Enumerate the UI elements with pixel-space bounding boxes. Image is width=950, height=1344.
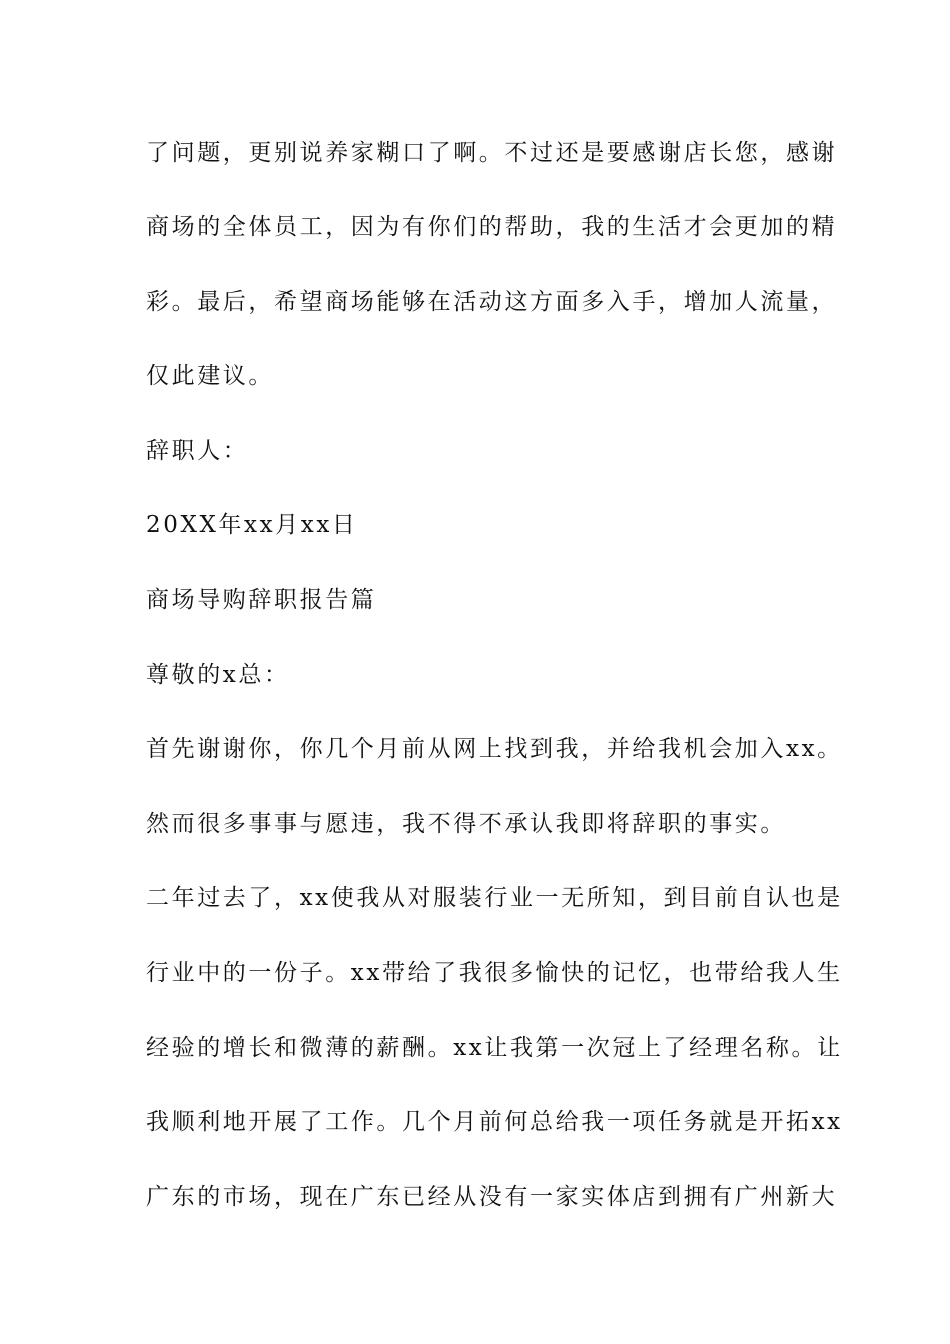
body-text-line: 然而很多事事与愿违，我不得不承认我即将辞职的事实。 bbox=[146, 811, 786, 837]
body-text-line: 经验的增长和微薄的薪酬。xx让我第一次冠上了经理名称。让 bbox=[146, 1035, 843, 1061]
body-text-line: 了问题，更别说养家糊口了啊。不过还是要感谢店长您，感谢 bbox=[146, 140, 838, 166]
body-text-line: 仅此建议。 bbox=[146, 363, 274, 389]
signature-label: 辞职人： bbox=[146, 438, 249, 464]
body-text-line: 二年过去了，xx使我从对服装行业一无所知，到目前自认也是 bbox=[146, 885, 843, 911]
body-text-line: 商场的全体员工，因为有你们的帮助，我的生活才会更加的精 bbox=[146, 214, 838, 240]
date-line: 20XX年xx月xx日 bbox=[146, 512, 358, 538]
section-title: 商场导购辞职报告篇 bbox=[146, 587, 377, 613]
body-text-line: 首先谢谢你，你几个月前从网上找到我，并给我机会加入xx。 bbox=[146, 736, 843, 762]
salutation: 尊敬的x总： bbox=[146, 662, 290, 688]
body-text-line: 我顺利地开展了工作。几个月前何总给我一项任务就是开拓xx bbox=[146, 1109, 843, 1135]
body-text-line: 行业中的一份子。xx带给了我很多愉快的记忆，也带给我人生 bbox=[146, 960, 843, 986]
body-text-line: 彩。最后，希望商场能够在活动这方面多入手，增加人流量， bbox=[146, 289, 838, 315]
body-text-line: 广东的市场，现在广东已经从没有一家实体店到拥有广州新大 bbox=[146, 1184, 838, 1210]
